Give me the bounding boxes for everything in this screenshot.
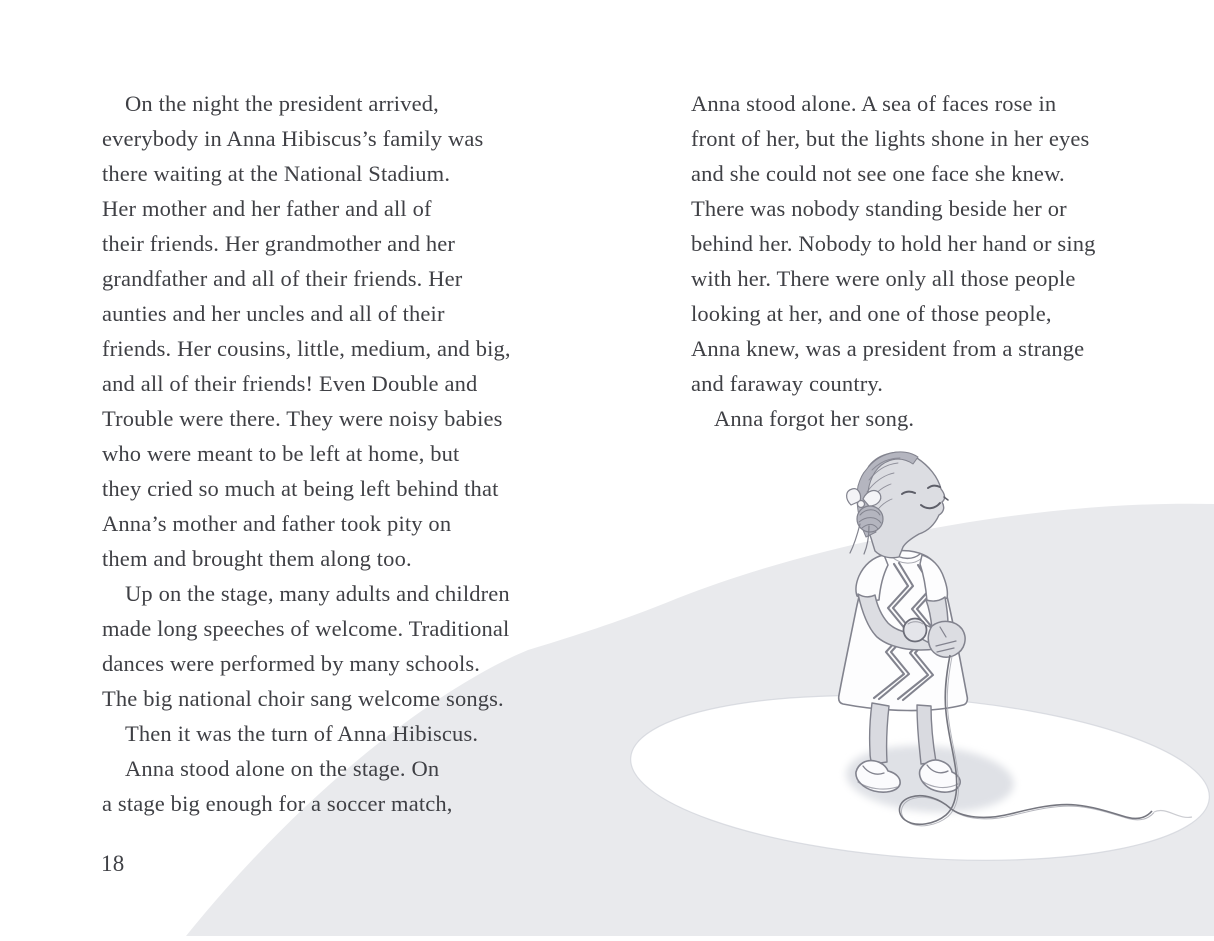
- right-page-text-column: [691, 86, 1161, 436]
- text-line: looking at her, and one of those people,: [691, 301, 1052, 326]
- text-line: Anna stood alone. A sea of faces rose in: [691, 91, 1057, 116]
- text-line: who were meant to be left at home, but: [102, 441, 460, 466]
- text-line: Up on the stage, many adults and children: [125, 581, 510, 606]
- text-line: and she could not see one face she knew.: [691, 161, 1065, 186]
- text-line: behind her. Nobody to hold her hand or sing: [691, 231, 1096, 256]
- text-line: front of her, but the lights shone in her eyes: [691, 126, 1090, 151]
- text-line: a stage big enough for a soccer match,: [102, 791, 453, 816]
- text-line: Her mother and her father and all of: [102, 196, 432, 221]
- left-page-text-column: [102, 86, 572, 821]
- text-line: and all of their friends! Even Double and: [102, 371, 478, 396]
- text-line: made long speeches of welcome. Traditional: [102, 616, 510, 641]
- text-line: and faraway country.: [691, 371, 884, 396]
- hands: [928, 621, 965, 657]
- text-line: Trouble were there. They were noisy babies: [102, 406, 503, 431]
- text-line: Anna stood alone on the stage. On: [125, 756, 440, 781]
- left-leg: [870, 703, 889, 764]
- text-line: with her. There were only all those people: [691, 266, 1076, 291]
- text-line: they cried so much at being left behind that: [102, 476, 499, 501]
- text-line: friends. Her cousins, little, medium, and big,: [102, 336, 511, 361]
- text-line: On the night the president arrived,: [125, 91, 439, 116]
- text-line: The big national choir sang welcome songs.: [102, 686, 504, 711]
- text-line: Then it was the turn of Anna Hibiscus.: [125, 721, 479, 746]
- text-line: aunties and her uncles and all of their: [102, 301, 445, 326]
- text-line: Anna forgot her song.: [714, 406, 915, 431]
- text-line: everybody in Anna Hibiscus’s family was: [102, 126, 484, 151]
- text-line: Anna’s mother and father took pity on: [102, 511, 452, 536]
- text-line: grandfather and all of their friends. Her: [102, 266, 463, 291]
- text-line: dances were performed by many schools.: [102, 651, 481, 676]
- text-line: them and brought them along too.: [102, 546, 412, 571]
- text-line: There was nobody standing beside her or: [691, 196, 1067, 221]
- text-line: there waiting at the National Stadium.: [102, 161, 451, 186]
- page-number: 18: [101, 851, 125, 876]
- text-line: Anna knew, was a president from a strange: [691, 336, 1085, 361]
- text-line: their friends. Her grandmother and her: [102, 231, 456, 256]
